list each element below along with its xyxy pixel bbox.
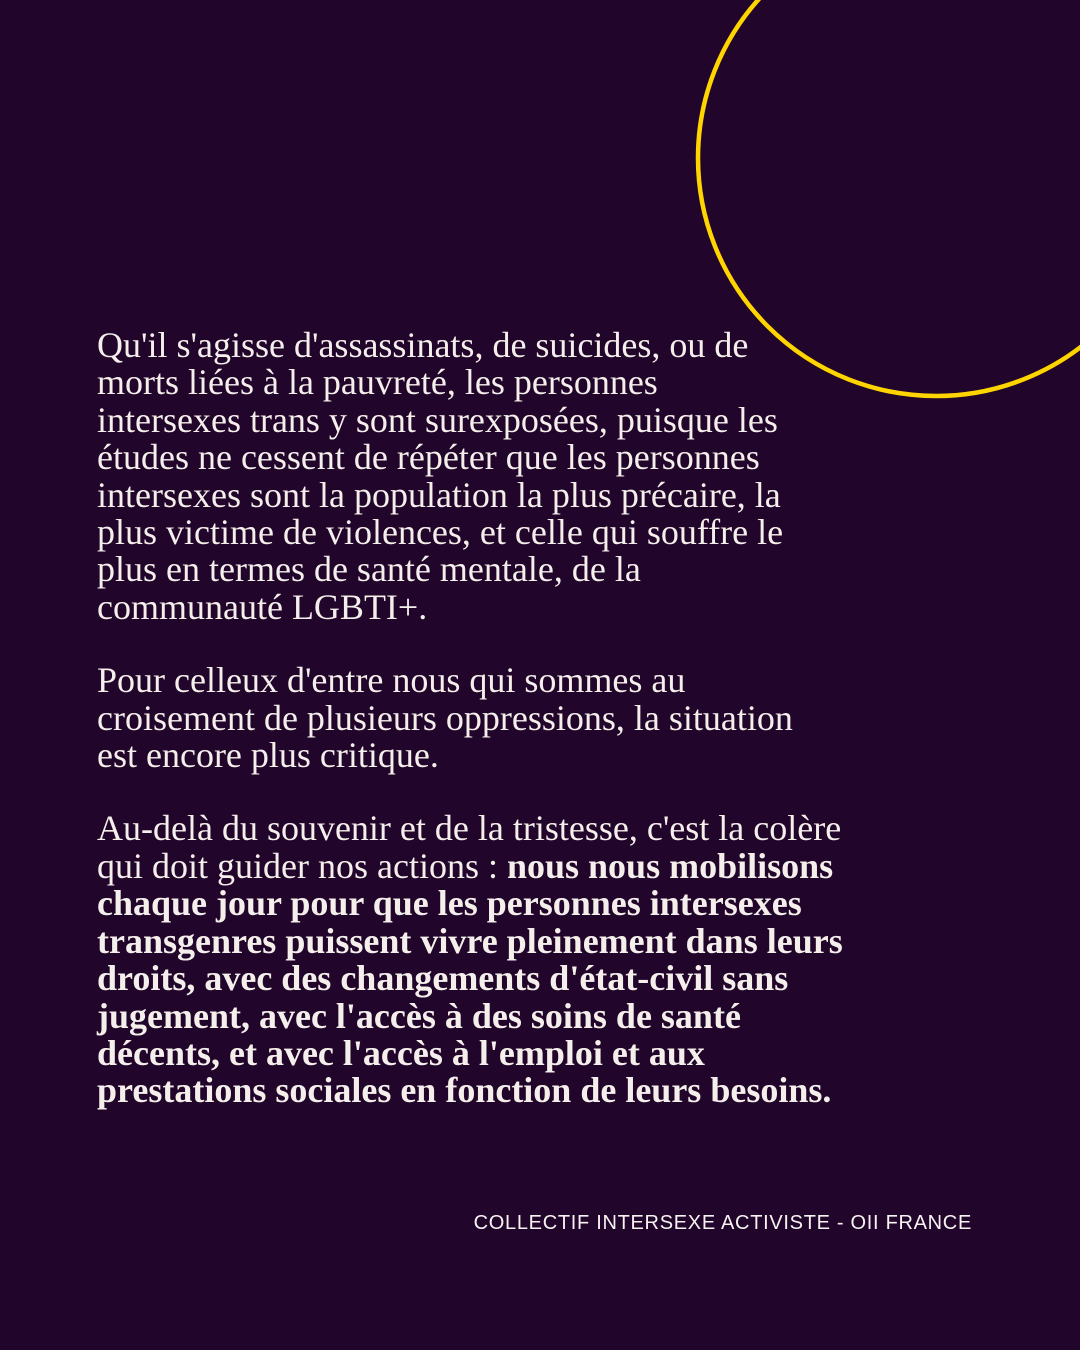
text-run: croisement de plusieurs oppressions, la situation <box>97 697 793 738</box>
text-run: plus victime de violences, et celle qui souffre le <box>97 512 784 553</box>
paragraph <box>97 662 977 774</box>
paragraph <box>97 810 977 1109</box>
text-line <box>97 697 977 738</box>
text-line <box>97 514 977 551</box>
text-line <box>97 737 977 774</box>
text-run: est encore plus critique. <box>97 735 439 776</box>
text-line <box>97 845 977 886</box>
text-line <box>97 399 977 440</box>
text-run-bold: nous nous mobilisons <box>506 845 834 886</box>
text-line <box>97 364 977 401</box>
text-run-bold: jugement, avec l'accès à des soins de santé <box>97 995 741 1036</box>
text-run: Pour celleux d'entre nous qui sommes au <box>97 660 686 701</box>
text-run-bold: décents, et avec l'accès à l'emploi et aux <box>97 1032 705 1073</box>
text-line <box>97 551 977 588</box>
text-line <box>97 439 977 476</box>
footer-credit: COLLECTIF INTERSEXE ACTIVISTE - OII FRANCE <box>473 1212 972 1234</box>
text-run-bold: prestations sociales en fonction de leurs besoins. <box>97 1070 832 1111</box>
body-text <box>97 327 977 1110</box>
text-run-bold: droits, avec des changements d'état-civil sans <box>97 958 789 999</box>
text-line <box>97 1072 977 1109</box>
text-line <box>97 662 977 699</box>
text-line <box>97 960 977 997</box>
text-run: qui doit guider nos actions : <box>97 845 507 886</box>
text-line <box>97 995 977 1036</box>
text-run: intersexes trans y sont surexposées, puisque les <box>97 399 778 440</box>
text-run-bold: chaque jour pour que les personnes intersexes <box>97 883 802 924</box>
text-line <box>97 885 977 922</box>
text-run: communauté LGBTI+. <box>97 586 428 627</box>
text-run: morts liées à la pauvreté, les personnes <box>97 362 658 403</box>
text-line <box>97 920 977 961</box>
text-line <box>97 586 977 627</box>
text-line <box>97 1032 977 1073</box>
text-run: Qu'il s'agisse d'assassinats, de suicides, ou de <box>97 325 749 365</box>
text-run: études ne cessent de répéter que les personnes <box>97 437 760 478</box>
text-line <box>97 810 977 847</box>
text-run: plus en termes de santé mentale, de la <box>97 549 641 590</box>
text-run-bold: transgenres puissent vivre pleinement dans leurs <box>97 920 843 961</box>
text-run: Au-delà du souvenir et de la tristesse, c'est la colère <box>97 808 842 849</box>
paragraph <box>97 327 977 626</box>
text-run: intersexes sont la population la plus précaire, la <box>97 474 781 515</box>
text-line <box>97 474 977 515</box>
text-line <box>97 327 977 364</box>
